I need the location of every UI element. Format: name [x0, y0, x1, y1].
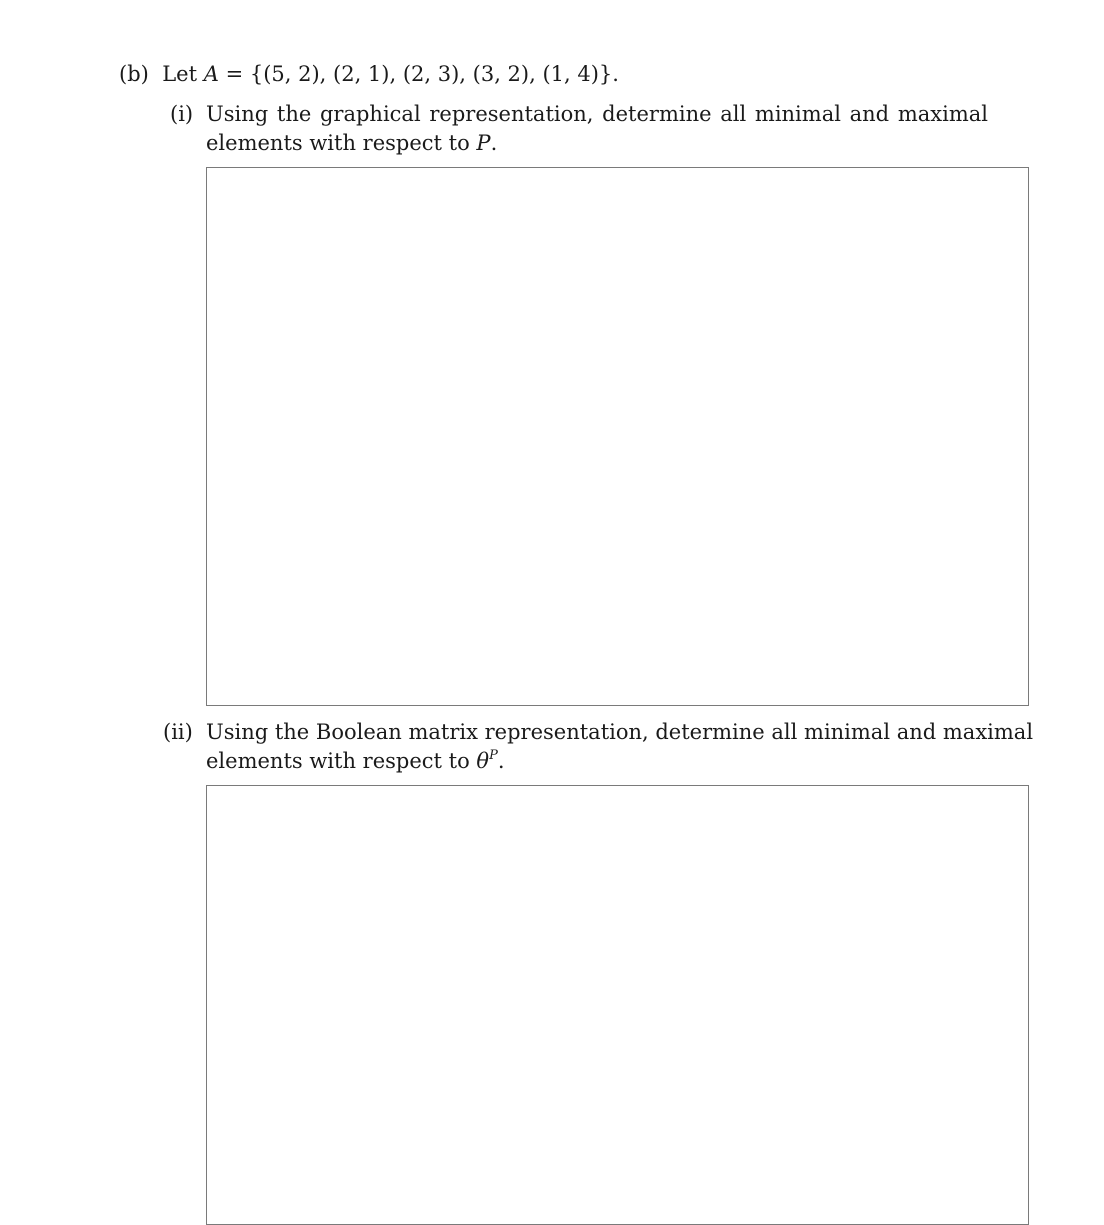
part-ii-line1: Using the Boolean matrix representation, determine all minimal and maximal	[206, 720, 1034, 744]
part-b-lead: Let	[162, 62, 198, 86]
set-equals: =	[225, 62, 244, 86]
part-ii-line2	[206, 748, 505, 774]
part-i-line1: Using the graphical representation, determine all minimal and maximal	[206, 102, 988, 126]
part-ii-line2-text: elements with respect to	[206, 749, 470, 773]
set-name: A	[203, 62, 219, 86]
part-i-label: (i)	[170, 102, 194, 126]
relation-p-symbol: P	[476, 131, 491, 155]
part-ii-line2-end: .	[497, 749, 505, 773]
part-i-line2-end: .	[490, 131, 498, 155]
part-i-line2	[206, 130, 497, 156]
part-ii-label: (ii)	[163, 720, 193, 744]
answer-box-part-i[interactable]	[206, 167, 1029, 706]
part-b-label: (b)	[119, 62, 149, 86]
theta-symbol: θ	[476, 749, 490, 773]
answer-box-part-ii[interactable]	[206, 785, 1029, 1225]
set-value: {(5, 2), (2, 1), (2, 3), (3, 2), (1, 4)}.	[249, 62, 619, 86]
part-i-line2-text: elements with respect to	[206, 131, 470, 155]
part-b-statement	[119, 61, 619, 87]
theta-superscript-p: P	[489, 748, 498, 763]
